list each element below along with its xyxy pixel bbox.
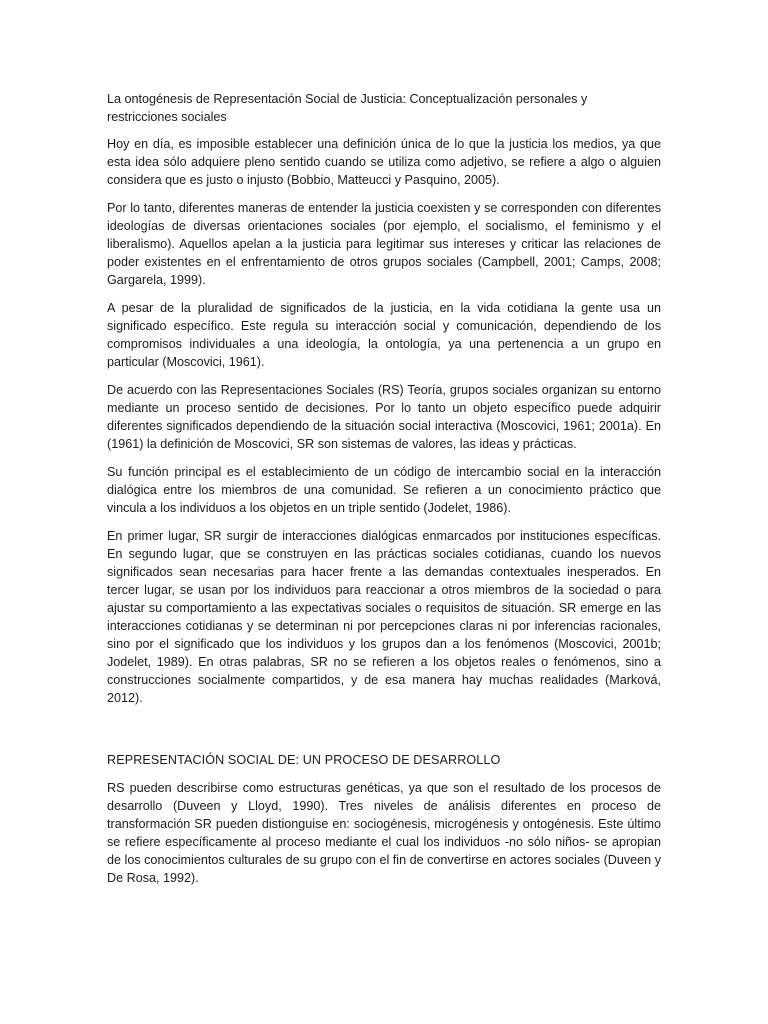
section-paragraph: RS pueden describirse como estructuras genéticas, ya que son el resultado de los procesos de desarrollo (Duveen y Lloyd, 1990). Tres niveles de análisis diferentes en proceso de transformación SR pueden distionguise en: sociogénesis, microgénesis y ontogénesis. Este último se refiere específicamente al proceso mediante el cual los individuos -no sólo niños- se apropian de los conocimientos culturales de su grupo con el fin de convertirse en actores sociales (Duveen y De Rosa, 1992). (107, 781, 661, 885)
paragraph-4: De acuerdo con las Representaciones Sociales (RS) Teoría, grupos sociales organizan su entorno mediante un proceso sentido de decisiones. Por lo tanto un objeto específico puede adquirir diferentes significados dependiendo de la situación social interactiva (Moscovici, 1961; 2001a). En (1961) la definición de Moscovici, SR son sistemas de valores, las ideas y prácticas. (107, 383, 661, 451)
paragraph-1: Hoy en día, es imposible establecer una definición única de lo que la justicia los medios, ya que esta idea sólo adquiere pleno sentido cuando se utiliza como adjetivo, se refiere a algo o alguien considera que es justo o injusto (Bobbio, Matteucci y Pasquino, 2005). (107, 137, 661, 187)
document-page (107, 90, 661, 887)
paragraph-5: Su función principal es el establecimiento de un código de intercambio social en la interacción dialógica entre los miembros de una comunidad. Se refieren a un conocimiento práctico que vincula a los individuos a los objetos en un triple sentido (Jodelet, 1986). (107, 465, 661, 515)
paragraph-6: En primer lugar, SR surgir de interacciones dialógicas enmarcados por instituciones específicas. En segundo lugar, que se construyen en las prácticas sociales cotidianas, cuando los nuevos significados sean necesarias para hacer frente a las demandas contextuales inesperados. En tercer lugar, se usan por los individuos para reaccionar a otros miembros de la sociedad o para ajustar su comportamiento a las expectativas sociales o requisitos de situación. SR emerge en las interacciones cotidianas y se determinan ni por percepciones claras ni por inferencias racionales, sino por el significado que los individuos y los grupos dan a los fenómenos (Moscovici, 2001b; Jodelet, 1989). En otras palabras, SR no se refieren a los objetos reales o fenómenos, sino a construcciones socialmente compartidos, y de esa manera hay muchas realidades (Marková, 2012). (107, 529, 661, 705)
section-heading: REPRESENTACIÓN SOCIAL DE: UN PROCESO DE DESARROLLO (107, 753, 501, 767)
document-title: La ontogénesis de Representación Social de Justicia: Conceptualización personales y restricciones sociales (107, 92, 588, 124)
paragraph-2: Por lo tanto, diferentes maneras de entender la justicia coexisten y se corresponden con diferentes ideologías de diversas orientaciones sociales (por ejemplo, el socialismo, el feminismo y el liberalismo). Aquellos apelan a la justicia para legitimar sus intereses y criticar las relaciones de poder existentes en el enfrentamiento de otros grupos sociales (Campbell, 2001; Camps, 2008; Gargarela, 1999). (107, 201, 661, 287)
paragraph-3: A pesar de la pluralidad de significados de la justicia, en la vida cotidiana la gente usa un significado específico. Este regula su interacción social y comunicación, dependiendo de los compromisos individuales a una ideología, la ontología, ya una pertenencia a un grupo en particular (Moscovici, 1961). (107, 301, 661, 369)
